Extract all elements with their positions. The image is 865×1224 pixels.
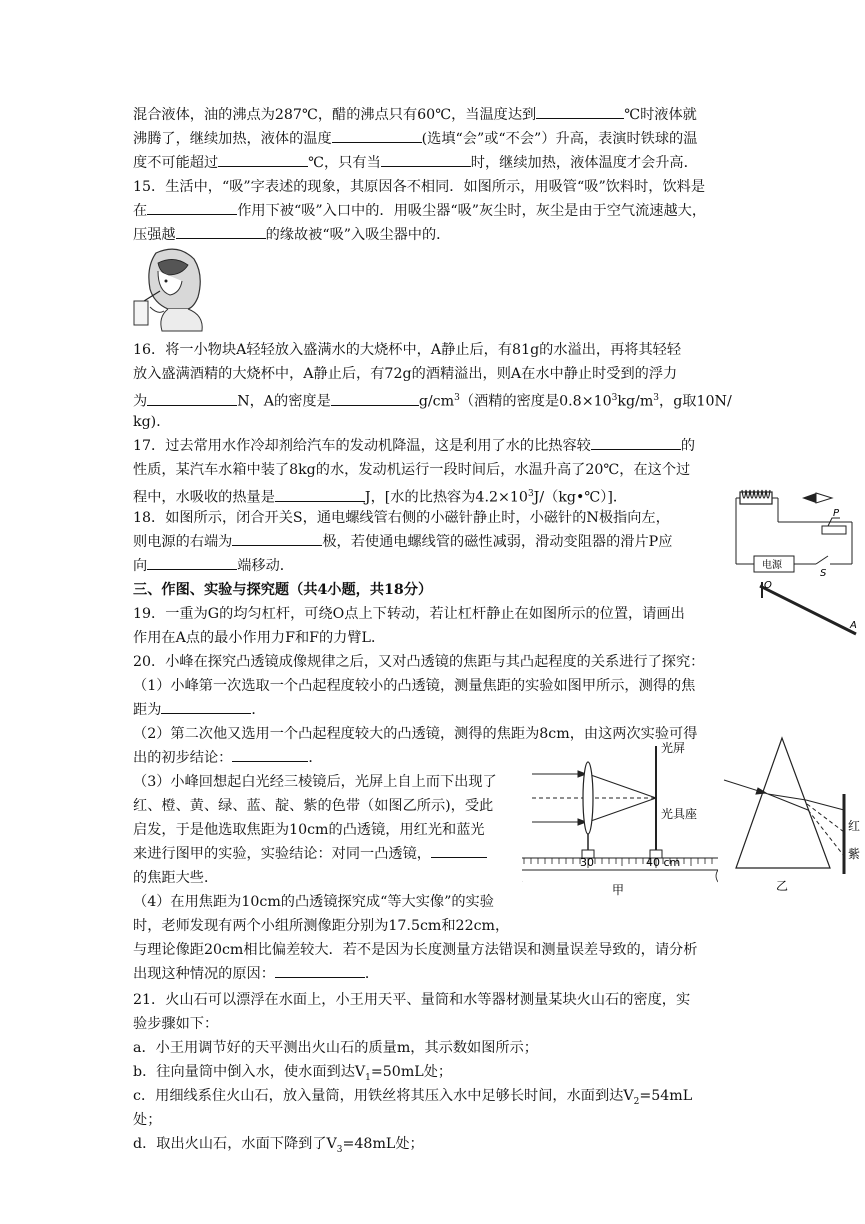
lever-figure [752,578,860,640]
ruler [522,858,718,882]
q21-step-c: c．用细线系住火山石，放入量筒，用铁丝将其压入水中足够长时间，水面到达$V_2=54mL$ [133,1088,693,1107]
figure-yi-caption: 乙 [776,879,789,893]
answer-blank [218,153,308,167]
q20-p3-line-3: 启发，于是他选取焦距为10cm的凸透镜，用红光和蓝光 [133,822,485,838]
point-a-label: A [850,620,857,631]
q20-p3-line-4: 来进行图甲的实验，实验结论：对同一凸透镜， [133,844,487,864]
answer-blank [331,392,419,406]
q16-line-4: kg)． [133,414,171,430]
lever-rod [760,586,856,634]
q20-p4-line-2: 时，老师发现有两个小组所测像距分别为17.5cm和22cm， [133,918,510,934]
girl-drinking-figure [128,245,208,333]
solenoid-coil [740,490,772,504]
q19-line-1: 19．一重为G的均匀杠杆，可绕O点上下转动，若让杠杆静止在如图所示的位置，请画出 [133,606,685,622]
q14-line-1: 混合液体，油的沸点为287℃，醋的沸点只有60℃，当温度达到 ℃时液体就 [133,107,697,123]
answer-blank [147,392,237,406]
answer-blank [232,532,322,546]
purple-label: 紫 [848,847,860,861]
q20-p3-line-1: （3）小峰回想起白光经三棱镜后，光屏上自上而下出现了 [133,774,497,790]
figure-jia-caption: 甲 [612,883,625,897]
answer-blank [147,201,237,215]
q16-line-2: 放入盛满酒精的大烧杯中，A静止后，有72g的酒精溢出，则A在水中静止时受到的浮力 [133,366,678,382]
bench-label: 光具座 [661,807,698,821]
q21-step-c-cont: 处； [133,1112,162,1128]
answer-blank [332,129,422,143]
q17-line-1: 17．过去常用水作冷却剂给汽车的发动机降温，这是利用了水的比热容较 的 [133,438,696,454]
answer-blank [275,964,365,978]
answer-blank [275,488,365,502]
q16-line-1: 16．将一小物块A轻轻放入盛满水的大烧杯中，A静止后，有81g的水溢出，再将其轻轻 [133,342,682,358]
q21-line-2: 验步骤如下： [133,1016,219,1032]
q17-line-2: 性质，某汽车水箱中装了8kg的水，发动机运行一段时间后，水温升高了20℃，在这个过 [133,462,691,478]
q20-p1-line-2: 距为 ． [133,702,266,718]
answer-blank [381,153,471,167]
q18-line-3: 向 端移动． [133,558,294,574]
q20-p3-line-2: 红、橙、黄、绿、蓝、靛、紫的色带（如图乙所示)，受此 [133,798,494,814]
q21-line-1: 21．火山石可以漂浮在水面上，小王用天平、量筒和水等器材测量某块火山石的密度，实 [133,992,691,1008]
q20-p4-line-4: 出现这种情况的原因： ． [133,966,380,982]
answer-blank [431,844,487,858]
answer-blank [232,748,308,762]
q15-line-1: 15．生活中，“吸”字表述的现象，其原因各不相同．如图所示，用吸管“吸”饮料时，饮料是 [133,179,706,195]
pivot-o-label: O [764,580,772,591]
red-label: 红 [848,819,860,833]
q14-line-2: 沸腾了，继续加热，液体的温度 (选填“会”或“不会”）升高，表演时铁球的温 [133,131,698,147]
q16-line-3: 为 N，A的密度是 $g/cm^3$（酒精的密度是$0.8\times 10^3kg/m^3$，g取10N/ [133,393,732,410]
q18-line-1: 18．如图所示，闭合开关S，通电螺线管右侧的小磁针静止时，小磁针的N极指向左， [133,510,670,526]
q20-p1-line-1: （1）小峰第一次选取一个凸起程度较小的凸透镜，测量焦距的实验如图甲所示，测得的焦 [133,678,696,694]
answer-blank [176,225,266,239]
q20-p4-line-3: 与理论像距20cm相比偏差较大．若不是因为长度测量方法错误和测量误差导致的，请分析 [133,942,698,958]
switch-s-label: S [820,568,827,578]
q18-line-2: 则电源的右端为 极，若使通电螺线管的磁性减弱，滑动变阻器的滑片P应 [133,534,673,550]
compass-needle [802,493,832,503]
answer-blank [591,436,681,450]
switch [816,556,828,564]
answer-blank [147,556,237,570]
q20-p3-line-5: 的焦距大些． [133,870,219,886]
figure-yi-prism [720,734,860,898]
figure-jia-lens-bench [522,738,718,898]
electromagnet-circuit-figure [732,486,860,578]
q21-step-d: d．取出火山石，水面下降到了$V_3=48mL$处； [133,1136,424,1155]
q20-p2-line-2: 出的初步结论： ． [133,750,323,766]
q14-line-3: 度不可能超过 ℃，只有当 时，继续加热，液体温度才会升高． [133,155,698,171]
ruler-40-label: 40 cm [646,856,681,869]
section-heading: 三、作图、实验与探究题（共4小题，共18分） [133,582,433,598]
answer-blank [536,105,624,119]
q15-line-3: 压强越 的缘故被“吸”入吸尘器中的． [133,227,451,243]
answer-blank [161,700,251,714]
q20-p2-line-1: （2）第二次他又选用一个凸起程度较大的凸透镜，测得的焦距为8cm，由这两次实验可得 [133,726,698,742]
power-source-label: 电源 [762,560,782,571]
q20-line-1: 20．小峰在探究凸透镜成像规律之后，又对凸透镜的焦距与其凸起程度的关系进行了探究： [133,654,705,670]
q21-step-b: b．往向量筒中倒入水，使水面到达$V_1=50mL$处； [133,1064,453,1083]
q20-p4-line-1: （4）在用焦距为10cm的凸透镜探究成“等大实像”的实验 [133,894,494,910]
q15-line-2: 在 作用下被“吸”入口中的．用吸尘器“吸”灰尘时，灰尘是由于空气流速越大， [133,203,707,219]
q19-line-2: 作用在A点的最小作用力F和F的力臂L． [133,630,386,646]
rheostat [822,508,846,534]
convex-lens [583,762,593,834]
q17-line-3: 程中，水吸收的热量是 J，[水的比热容为$4.2\times 10^3J/(kg•℃)$]． [133,489,628,506]
screen-label: 光屏 [661,741,686,755]
ruler-30-label: 30 [580,856,594,869]
q21-step-a: a．小王用调节好的天平测出火山石的质量m，其示数如图所示； [133,1040,538,1056]
slider-p-label: P [833,508,840,519]
